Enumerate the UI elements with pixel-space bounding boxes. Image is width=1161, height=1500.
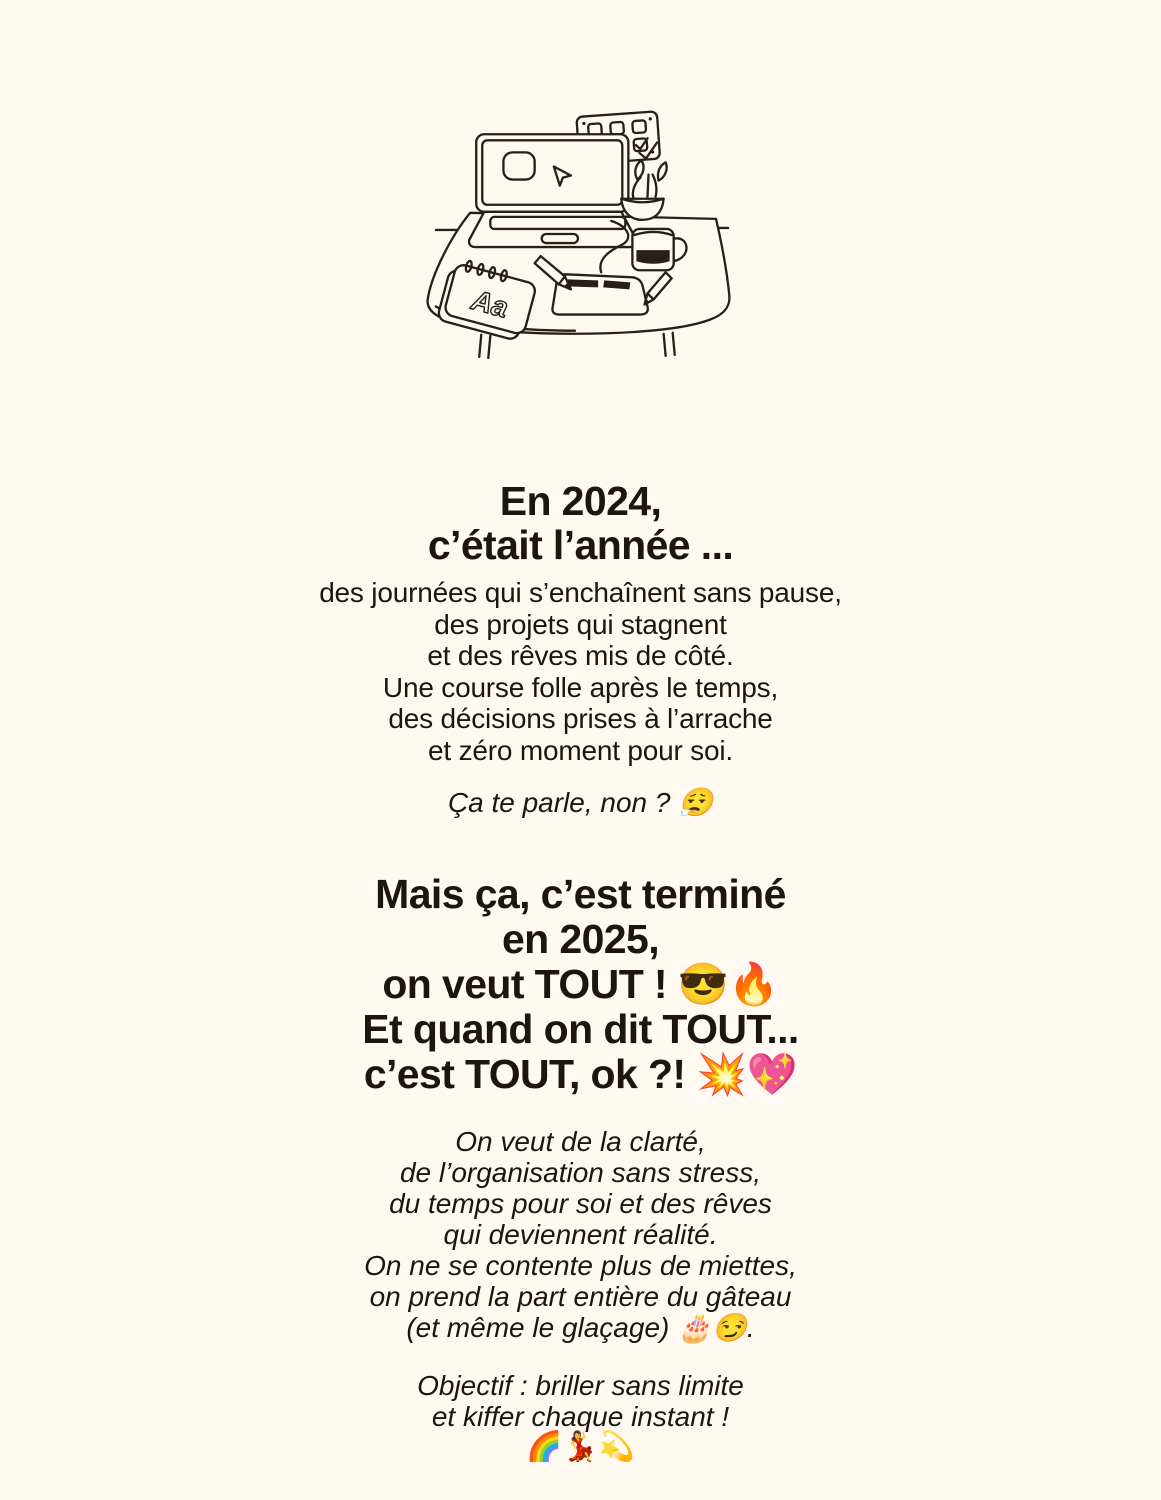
resolution-body-line: (et même le glaçage) 🎂😏. [406,1312,755,1343]
desk-workspace-illustration [423,102,739,370]
intro-body [0,577,1161,766]
objective-text [0,1370,1161,1463]
intro-body-line: et des rêves mis de côté. [427,640,734,671]
resolution-title-line: c’est TOUT, ok ?! 💥💖 [363,1051,798,1097]
intro-body-line: des projets qui stagnent [434,608,727,640]
resolution-body-line: qui deviennent réalité. [443,1219,718,1250]
intro-body-line: et zéro moment pour soi. [428,734,733,766]
intro-title-line: c’était l’année ... [427,522,734,568]
intro-body-line: des journées qui s’enchaînent sans pause, [319,577,842,608]
resolution-title-line: Mais ça, c’est terminé [375,871,786,917]
objective-line: Objectif : briller sans limite [417,1370,744,1401]
resolution-body-line: on prend la part entière du gâteau [369,1281,792,1312]
objective-line: et kiffer chaque instant ! [431,1401,730,1432]
intro-body-line: Une course folle après le temps, [382,671,779,703]
resolution-title [0,872,1161,1097]
resolution-title-line: en 2025, [501,916,660,962]
desk-workspace-line-art-icon [423,102,739,370]
resolution-title-line: Et quand on dit TOUT... [362,1006,799,1052]
laptop-icon [469,134,636,247]
resolution-title-line: on veut TOUT ! 😎🔥 [382,961,779,1007]
intro-title [0,479,1161,567]
resolution-body-line: On veut de la clarté, [455,1126,706,1157]
resolution-body [0,1126,1161,1343]
coffee-fill [636,250,669,264]
resolution-body-line: du temps pour soi et des rêves [389,1188,772,1219]
objective-emoji-row: 🌈💃💫 [526,1431,635,1463]
intro-title-line: En 2024, [499,478,662,524]
resolution-body-line: On ne se contente plus de miettes, [364,1250,797,1281]
resolution-body-line: de l’organisation sans stress, [399,1157,762,1188]
notebook-label: Aa [468,283,512,324]
intro-body-line: des décisions prises à l’arrache [388,703,773,734]
intro-hook: Ça te parle, non ? 😮‍💨 [447,787,714,818]
